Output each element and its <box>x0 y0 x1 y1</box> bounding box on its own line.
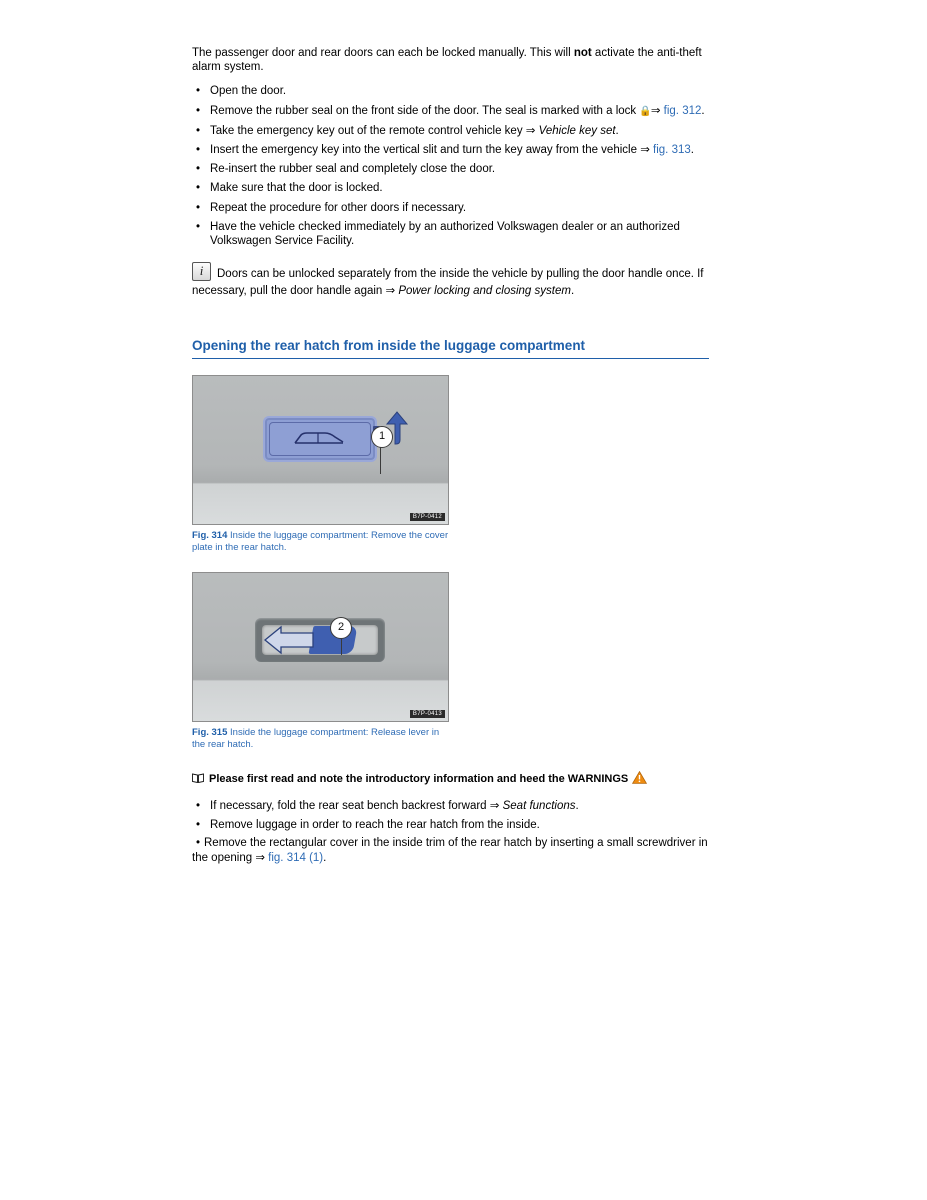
bullet-dot-icon: • <box>196 837 201 850</box>
final-steps-list <box>192 799 712 865</box>
bullet-dot-icon: • <box>196 201 201 214</box>
intro-paragraph <box>192 46 712 74</box>
warning-text: Please first read and note the introductory information and heed the WARNINGS <box>209 773 629 786</box>
warning-triangle-icon <box>632 771 647 784</box>
bullet-dot-icon: • <box>196 85 201 98</box>
cross-reference-italic: Seat functions <box>502 800 576 813</box>
note-text: Doors can be unlocked separately from the inside the vehicle by pulling the door handle once. If necessary, pull the door handle again <box>192 268 704 298</box>
intro-bold-word: not <box>573 47 592 59</box>
info-icon <box>192 262 211 281</box>
section-heading: Opening the rear hatch from inside the luggage compartment <box>192 338 709 359</box>
intro-text-2: activate the anti-theft alarm system. <box>192 47 702 74</box>
note-text-after: . <box>570 285 575 298</box>
cover-plate-graphic <box>263 416 377 462</box>
figure-315 <box>192 572 449 751</box>
manual-lock-steps <box>192 84 712 248</box>
figure-315-caption <box>192 727 449 751</box>
list-item <box>192 799 712 814</box>
note-italic-reference: Power locking and closing system <box>398 285 571 298</box>
list-item <box>192 124 712 138</box>
lock-icon: 🔒 <box>639 105 651 117</box>
step-text-after: . <box>323 852 327 865</box>
step-text: Open the door. <box>210 85 287 98</box>
list-item <box>192 818 712 833</box>
book-icon <box>192 773 204 783</box>
step-arrow: ⇒ <box>640 144 654 157</box>
figure-314 <box>192 375 449 554</box>
intro-text-1: The passenger door and rear doors can each be locked manually. This will <box>192 47 574 59</box>
note-arrow: ⇒ <box>385 285 399 298</box>
step-text: Remove luggage in order to reach the rear hatch from the inside. <box>210 818 540 831</box>
step-arrow: ⇒ <box>525 124 539 137</box>
step-arrow: ⇒ <box>255 852 269 865</box>
bullet-dot-icon: • <box>196 144 201 157</box>
step-arrow: ⇒ <box>650 104 664 117</box>
figure-caption-text: Inside the luggage compartment: Remove the cover plate in the rear hatch. <box>192 530 449 554</box>
list-item <box>192 181 712 195</box>
step-arrow: ⇒ <box>489 800 503 813</box>
step-text-after: . <box>690 144 694 157</box>
step-text: If necessary, fold the rear seat bench backrest forward <box>210 800 490 813</box>
bullet-dot-icon: • <box>196 182 201 195</box>
image-code-label: B7P-0413 <box>410 710 445 718</box>
figure-caption-text: Inside the luggage compartment: Release lever in the rear hatch. <box>192 727 440 751</box>
list-item <box>192 162 712 176</box>
list-item <box>192 220 712 248</box>
callout-leader-line <box>380 446 381 474</box>
info-note <box>192 262 712 300</box>
step-text-after: . <box>701 104 705 117</box>
page-content <box>192 46 712 870</box>
step-text: Take the emergency key out of the remote control vehicle key <box>210 124 526 137</box>
pull-direction-arrow-icon <box>263 625 315 655</box>
cross-reference-link[interactable]: fig. 313 <box>653 144 691 157</box>
figure-314-caption <box>192 530 449 554</box>
bullet-dot-icon: • <box>196 104 201 117</box>
step-text: Make sure that the door is locked. <box>210 182 383 195</box>
cross-reference-italic: Vehicle key set <box>538 124 616 137</box>
step-text-after: . <box>575 800 579 813</box>
step-text: Re-insert the rubber seal and completely close the door. <box>210 163 496 176</box>
step-text: Have the vehicle checked immediately by an authorized Volkswagen dealer or an authorized Volkswagen Service Facility. <box>210 220 680 248</box>
step-text: Remove the rubber seal on the front side of the door. The seal is marked with a lock <box>210 104 640 117</box>
figure-number: Fig. 314 <box>192 530 228 542</box>
list-item <box>192 201 712 215</box>
list-item <box>192 84 712 98</box>
list-item <box>192 836 712 865</box>
bullet-dot-icon: • <box>196 163 201 176</box>
list-item <box>192 104 712 119</box>
car-hatch-icon <box>292 429 348 449</box>
bullet-dot-icon: • <box>196 800 201 813</box>
step-text: Remove the rectangular cover in the inside trim of the rear hatch by inserting a small screwdriver in the opening <box>192 837 708 865</box>
bullet-dot-icon: • <box>196 818 201 831</box>
warning-notice <box>192 771 712 787</box>
callout-marker-2: 2 <box>330 617 352 639</box>
step-text: Repeat the procedure for other doors if necessary. <box>210 201 467 214</box>
cross-reference-link[interactable]: fig. 314 (1) <box>268 852 324 865</box>
list-item <box>192 143 712 157</box>
step-text: Insert the emergency key into the vertical slit and turn the key away from the vehicle <box>210 144 641 157</box>
bullet-dot-icon: • <box>196 220 201 233</box>
figure-number: Fig. 315 <box>192 727 228 739</box>
callout-marker-1: 1 <box>371 426 393 448</box>
step-text-after: . <box>615 124 619 137</box>
figure-314-image <box>192 375 449 525</box>
figure-315-image <box>192 572 449 722</box>
image-code-label: B7P-0412 <box>410 513 445 521</box>
bullet-dot-icon: • <box>196 124 201 137</box>
cross-reference-link[interactable]: fig. 312 <box>663 104 702 117</box>
